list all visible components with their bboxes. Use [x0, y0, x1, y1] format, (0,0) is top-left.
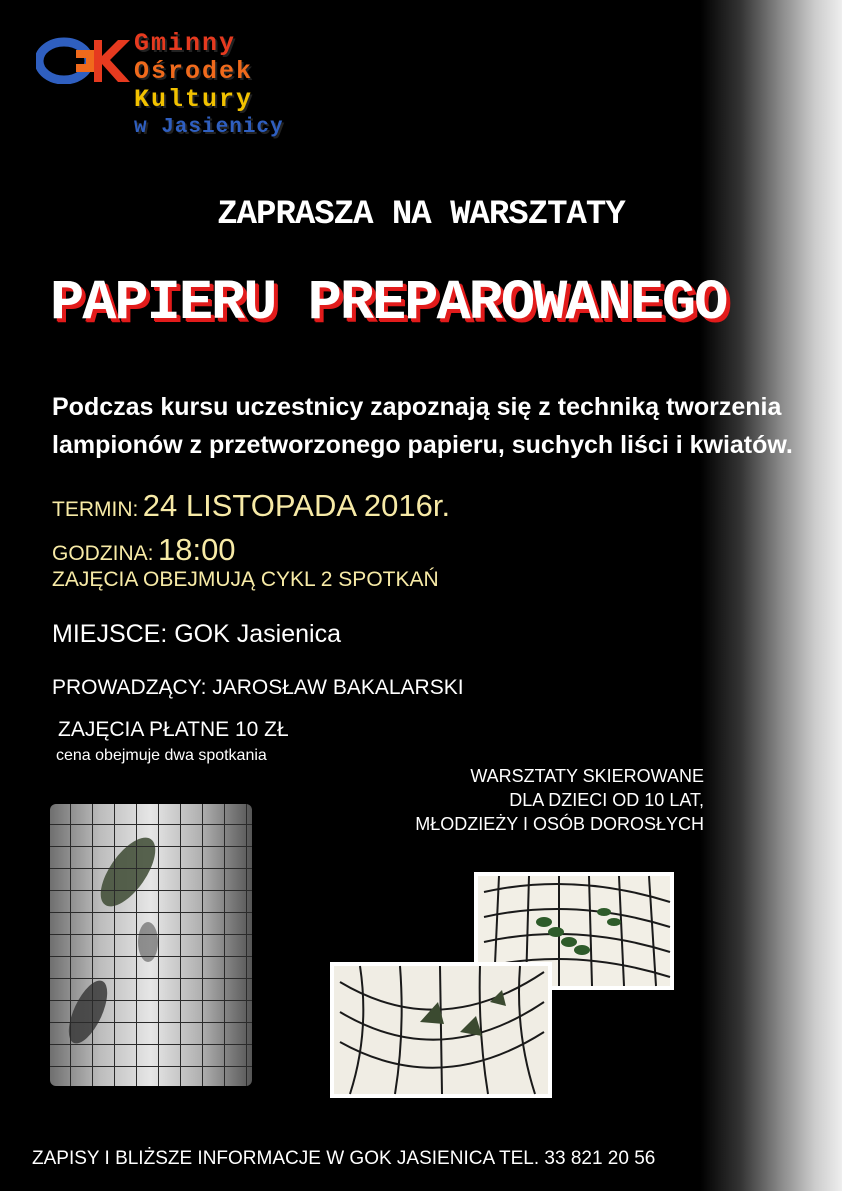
invite-heading: ZAPRASZA NA WARSZTATY [217, 196, 625, 234]
hour-label: GODZINA: [52, 542, 154, 565]
logo-line-4: w Jasienicy [134, 116, 284, 139]
leader-info: PROWADZĄCY: JAROSŁAW BAKALARSKI [52, 676, 464, 699]
lantern-detail-photo-2 [330, 962, 552, 1098]
logo-line-2: Ośrodek [134, 57, 254, 86]
gok-logo-text [134, 30, 284, 142]
footer-contact: ZAPISY I BLIŻSZE INFORMACJE W GOK JASIENICA TEL. 33 821 20 56 [32, 1148, 656, 1169]
audience-line-2: DLA DZIECI OD 10 LAT, [509, 790, 704, 810]
workshop-title: PAPIERU PREPAROWANEGO [50, 272, 727, 336]
description-line-1: Podczas kursu uczestnicy zapoznają się z techniką tworzenia [52, 393, 782, 421]
description-line-2: lampionów z przetworzonego papieru, suchych liści i kwiatów. [52, 431, 793, 459]
term-label: TERMIN: [52, 498, 139, 521]
logo-line-3: Kultury [134, 85, 254, 114]
lantern-photo [48, 802, 254, 1088]
audience-info [330, 764, 704, 836]
fee-note: cena obejmuje dwa spotkania [56, 747, 267, 764]
hour-value: 18:00 [157, 532, 236, 567]
hour-row [52, 532, 236, 568]
term-row [52, 488, 450, 524]
gok-logo-mark [36, 34, 132, 84]
term-value: 24 LISTOPADA 2016r. [142, 488, 451, 523]
description [52, 388, 812, 464]
audience-line-3: MŁODZIEŻY I OSÓB DOROSŁYCH [415, 814, 704, 834]
fee-info: ZAJĘCIA PŁATNE 10 ZŁ [58, 718, 289, 741]
cycle-info: ZAJĘCIA OBEJMUJĄ CYKL 2 SPOTKAŃ [52, 568, 439, 591]
place-info: MIEJSCE: GOK Jasienica [52, 620, 341, 648]
logo-line-1: Gminny [134, 29, 237, 58]
audience-line-1: WARSZTATY SKIEROWANE [470, 766, 704, 786]
